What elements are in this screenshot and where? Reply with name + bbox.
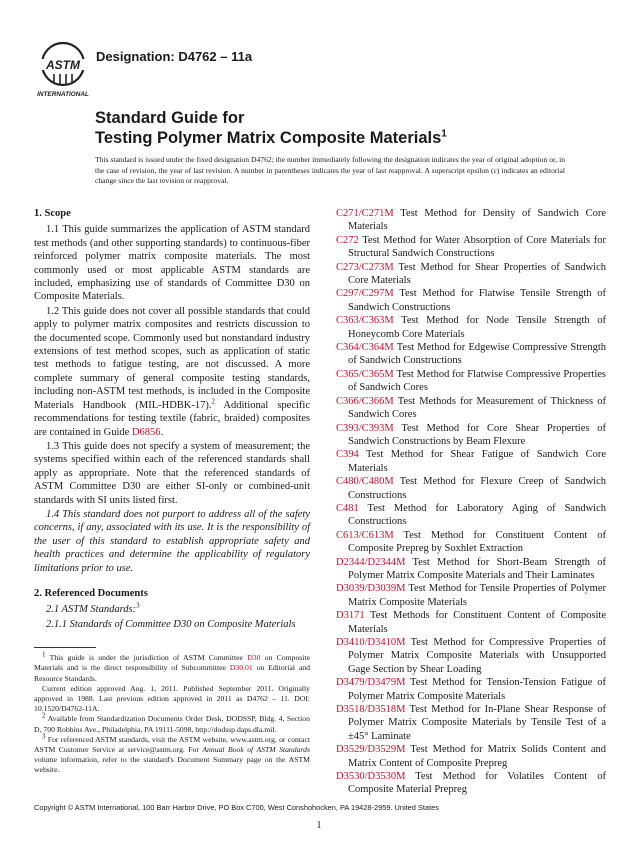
reference-code-link[interactable]: C364/C364M	[336, 342, 394, 354]
footnote-2	[34, 711, 310, 734]
title-line-2	[95, 128, 575, 148]
reference-title: Test Method for Shear Fatigue of Sandwich Core Materials	[348, 449, 606, 474]
logo-text: ASTM	[46, 58, 80, 72]
reference-code-link[interactable]: D3171	[336, 610, 365, 622]
reference-title: Test Method for Constituent Content of Composite Prepreg by Soxhlet Extraction	[348, 529, 606, 555]
title-footnote-mark: 1	[441, 128, 447, 140]
copyright: Copyright © ASTM International, 100 Barr Harbor Drive, PO Box C700, West Conshohocken, PA 19428-2959. United States	[34, 803, 439, 812]
reference-code-link[interactable]: D3529/D3529M	[336, 744, 406, 756]
reference-code-link[interactable]: C273/C273M	[336, 261, 394, 273]
reference-item	[336, 341, 606, 368]
fn2-mark: 2	[42, 711, 46, 720]
reference-title: Test Method for Short-Beam Strength of Polymer Matrix Composite Materials and Their Laminates	[348, 556, 606, 581]
link-d30[interactable]: D30	[247, 653, 261, 663]
reference-code-link[interactable]: C272	[336, 234, 359, 246]
reference-title: Test Method for Node Tensile Strength of Honeycomb Core Materials	[348, 315, 606, 340]
reference-code-link[interactable]: C363/C363M	[336, 315, 394, 327]
reference-code-link[interactable]: C271/C271M	[336, 208, 394, 219]
footnote-mark-3: 3	[136, 601, 140, 610]
link-d30-01[interactable]: D30.01	[229, 663, 253, 673]
footnote-1	[34, 650, 310, 684]
reference-item	[336, 422, 606, 449]
reference-code-link[interactable]: D3518/D3518M	[336, 704, 406, 716]
scope-heading: 1. Scope	[34, 208, 71, 219]
reference-title: Test Method for Volatiles Content of Composite Material Prepreg	[348, 771, 606, 796]
reference-code-link[interactable]: C393/C393M	[336, 422, 394, 434]
reference-item	[336, 676, 606, 703]
reference-title: Test Method for Density of Sandwich Core Materials	[348, 208, 606, 233]
title-main: Testing Polymer Matrix Composite Materials	[95, 129, 442, 147]
footnote-3	[34, 732, 310, 776]
reference-code-link[interactable]: C365/C365M	[336, 368, 394, 380]
reference-title: Test Method for Flexure Creep of Sandwich Constructions	[348, 476, 606, 501]
reference-title: Test Method for Compressive Properties of Polymer Matrix Composite Materials with Unsupported Gage Section by Shear Loading	[348, 637, 606, 675]
left-column	[34, 207, 310, 776]
reference-title: Test Method for Laboratory Aging of Sandwich Constructions	[348, 502, 606, 528]
reference-code-link[interactable]: C366/C366M	[336, 395, 394, 407]
reference-item	[336, 502, 606, 529]
designation: Designation: D4762 – 11a	[96, 49, 253, 64]
reference-item	[336, 743, 606, 770]
reference-item	[336, 582, 606, 609]
fn1-text-c: on Editorial and Resource Standards.	[34, 663, 310, 683]
reference-item	[336, 609, 606, 636]
reference-item	[336, 636, 606, 676]
fn1-text-b: on Composite Materials and is the direct responsibility of Subcommittee	[34, 653, 310, 673]
reference-title: Test Method for Tension-Tension Fatigue of Polymer Matrix Composite Materials	[348, 677, 606, 702]
fn3-text-italic: Annual Book of ASTM Standards	[202, 745, 310, 755]
reference-item	[336, 287, 606, 314]
footnote-divider	[34, 647, 96, 648]
reference-code-link[interactable]: C481	[336, 502, 359, 514]
scope-1-3: 1.3 This guide does not specify a system of measurement; the systems specified within each of the referenced standards shall apply as appropriate. Note that the referenced standards of ASTM Committee D30 are either SI-only or combined-unit standards with SI units listed first.	[34, 440, 310, 506]
fn3-text-a: For referenced ASTM standards, visit the ASTM website, www.astm.org, or contact ASTM Customer Service at service@astm.org. For	[34, 734, 310, 755]
reference-title: Test Method for Matrix Solids Content and Matrix Content of Composite Prepreg	[348, 744, 606, 769]
reference-title: Test Method for Shear Properties of Sandwich Core Materials	[348, 261, 606, 287]
reference-item	[336, 261, 606, 288]
fn1-text-a: This guide is under the jurisdiction of ASTM Committee	[45, 653, 248, 663]
reference-item	[336, 314, 606, 341]
reference-code-link[interactable]: D3479/D3479M	[336, 677, 406, 689]
scope-1-2-text-b: Additional specific recommendations for testing textile (fabric, braided) composites are contained in Guide	[34, 399, 310, 438]
logo-subtext: INTERNATIONAL	[37, 91, 89, 98]
reference-item	[336, 234, 606, 261]
reference-item	[336, 448, 606, 475]
fn3-text-b: volume information, refer to the standard's Document Summary page on the ASTM website.	[34, 755, 310, 775]
reference-item	[336, 368, 606, 395]
reference-code-link[interactable]: D3039/D3039M	[336, 583, 406, 595]
reference-item	[336, 475, 606, 502]
reference-item	[336, 395, 606, 422]
reference-item	[336, 703, 606, 743]
referenced-heading: 2. Referenced Documents	[34, 587, 148, 599]
reference-title: Test Method for Edgewise Compressive Strength of Sandwich Constructions	[348, 342, 606, 367]
scope-1-4: 1.4 This standard does not purport to address all of the safety concerns, if any, associated with its use. It is the responsibility of the user of this standard to establish appropriate safety and health practices and determine the applicability of regulatory limitations prior to use.	[34, 508, 310, 574]
reference-code-link[interactable]: C480/C480M	[336, 476, 394, 488]
footnote-mark-2: 2	[211, 397, 216, 406]
reference-code-link[interactable]: D3410/D3410M	[336, 637, 406, 648]
reference-title: Test Method for Flatwise Compressive Properties of Sandwich Cores	[348, 368, 606, 394]
reference-code-link[interactable]: C394	[336, 449, 359, 461]
scope-1-2-text: 1.2 This guide does not cover all possible standards that could apply to polymer matrix composites and restricts discussion to the documented scope. Commonly used but nonstandard industry extensions of test method scopes, such as application of static test methods to fatigue testing, are not discussed. A more complete summary of general composite testing standards, including non-ASTM test methods, is included in the Composite Materials Handbook (MIL-HDBK-17).	[34, 305, 310, 411]
reference-title: Test Methods for Measurement of Thickness of Sandwich Cores	[348, 395, 606, 421]
reference-item	[336, 207, 606, 234]
reference-code-link[interactable]: D3530/D3530M	[336, 771, 406, 783]
reference-item	[336, 770, 606, 797]
reference-title: Test Method for Water Absorption of Core Materials for Structural Sandwich Constructions	[348, 234, 606, 260]
scope-1-2	[34, 305, 310, 439]
reference-code-link[interactable]: D2344/D2344M	[336, 556, 406, 568]
reference-title: Test Method for Tensile Properties of Polymer Matrix Composite Materials	[348, 583, 606, 608]
link-d6856[interactable]: D6856	[131, 426, 161, 438]
title-block	[95, 108, 575, 148]
issued-note: This standard is issued under the fixed designation D4762; the number immediately following the designation indicates the year of original adoption or, in the case of revision, the year of last revision. A number in parentheses indicates the year of last reapproval. A superscript epsilon (ε) indicates an editorial change since the last revision or reapproval.	[95, 155, 565, 186]
referenced-2-1	[34, 603, 310, 616]
reference-item	[336, 556, 606, 583]
reference-code-link[interactable]: C297/C297M	[336, 288, 394, 300]
fn1-mark: 1	[42, 650, 46, 659]
reference-title: Test Methods for Constituent Content of Composite Materials	[348, 610, 606, 635]
reference-title: Test Method for In-Plane Shear Response of Polymer Matrix Composite Materials by Tensile Test of a ±45° Laminate	[348, 704, 606, 742]
reference-code-link[interactable]: C613/C613M	[336, 529, 394, 541]
astm-logo	[34, 40, 92, 100]
referenced-2-1-text: 2.1 ASTM Standards:	[46, 604, 137, 616]
scope-1-1: 1.1 This guide summarizes the application of ASTM standard test methods (and other supporting standards) to continuous-fiber reinforced polymer matrix composite materials. The most commonly used or most applicable ASTM standards are included, emphasizing use of standards of Committee D30 on Composite Materials.	[34, 224, 310, 303]
reference-title: Test Method for Core Shear Properties of Sandwich Constructions by Beam Flexure	[348, 422, 606, 447]
reference-list	[336, 207, 606, 797]
fn2-text: Available from Standardization Documents Order Desk, DODSSP, Bldg. 4, Section D, 700 Robbins Ave., Philadelphia, PA 19111-5098, http://dodssp.daps.dla.mil.	[34, 714, 310, 734]
referenced-2-1-1: 2.1.1 Standards of Committee D30 on Composite Materials	[46, 618, 296, 630]
scope-1-2-end: .	[160, 426, 164, 438]
astm-logo-icon	[34, 40, 92, 100]
fn3-mark: 3	[42, 732, 46, 741]
reference-title: Test Method for Flatwise Tensile Strength of Sandwich Constructions	[348, 288, 606, 313]
title-line-1: Standard Guide for	[95, 109, 245, 127]
footnote-1-edition: Current edition approved Aug. 1, 2011. Published September 2011. Originally approved in 1988. Last previous edition approved in 2011 as D4762 – 11. DOI: 10.1520/D4762-11A.	[34, 683, 310, 714]
page-number: 1	[316, 820, 322, 831]
reference-item	[336, 529, 606, 556]
